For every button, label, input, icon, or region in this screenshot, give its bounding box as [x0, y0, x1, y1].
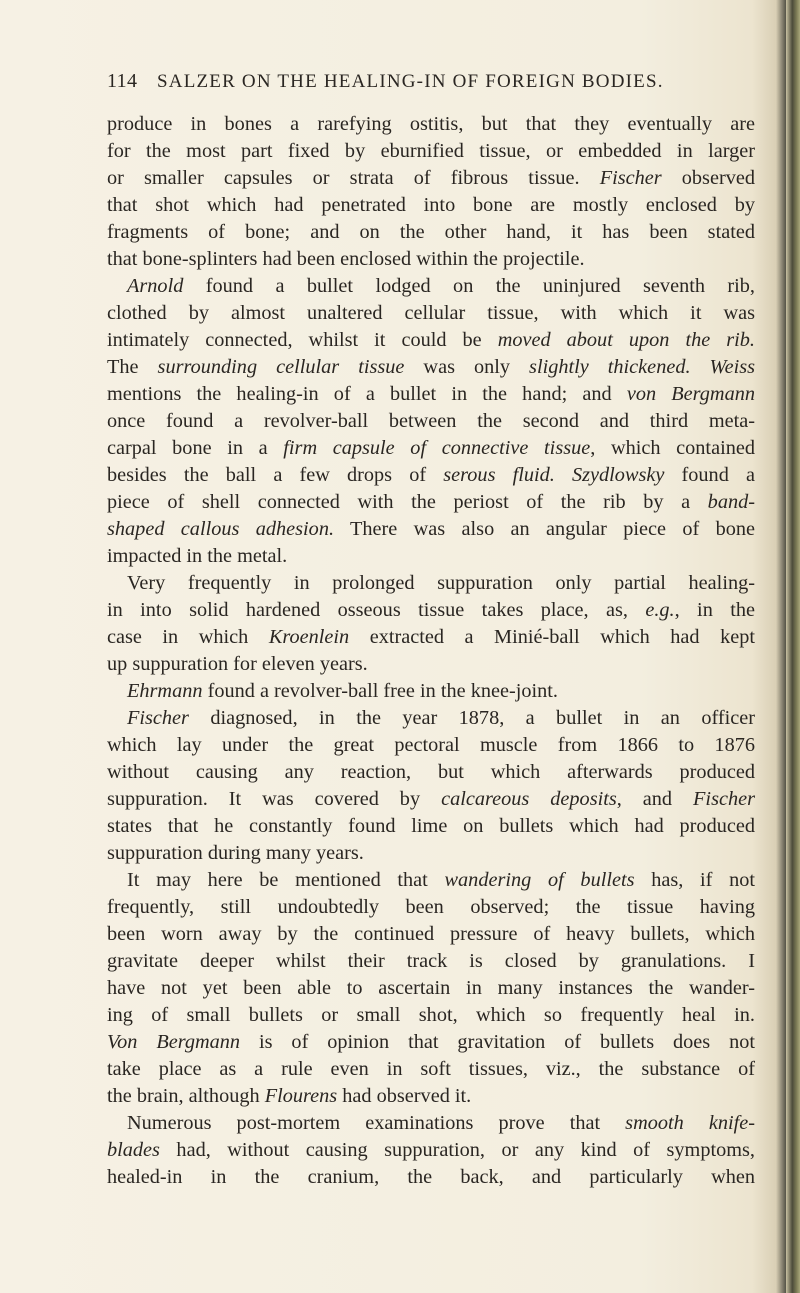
text-line [107, 1137, 755, 1164]
text-line [107, 381, 755, 408]
text-line [107, 597, 755, 624]
text-run: healed-in in the cranium, the back, and particularly when [107, 1166, 755, 1188]
text-line [107, 516, 755, 543]
text-line [107, 111, 755, 138]
text-run: mentions the healing-in of a bullet in the hand; and [107, 383, 627, 405]
text-line [107, 1083, 755, 1110]
text-run: found a bullet lodged on the uninjured seventh rib, [183, 275, 755, 297]
text-run: intimately connected, whilst it could be [107, 329, 498, 351]
text-run: frequently, still undoubtedly been observed; the tissue having [107, 896, 755, 918]
italic-text: moved about upon the rib. [497, 329, 755, 351]
text-run: produce in bones a rarefying ostitis, but that they eventually are [107, 113, 755, 135]
page-edge [786, 0, 800, 1293]
text-run: ing of small bullets or small shot, which so frequently heal in. [107, 1004, 755, 1026]
text-run: that shot which had penetrated into bone are mostly enclosed by [107, 194, 755, 216]
text-line [107, 624, 755, 651]
text-run: fragments of bone; and on the other hand, it has been stated [107, 221, 755, 243]
text-line [107, 327, 755, 354]
text-run: piece of shell connected with the periost of the rib by a [107, 491, 708, 513]
text-run: , in the [674, 599, 755, 621]
text-run: found a [664, 464, 755, 486]
text-run: suppuration. It was covered by [107, 788, 442, 810]
text-line [107, 246, 755, 273]
text-line [107, 759, 755, 786]
italic-text: surrounding cellular tissue [157, 356, 405, 378]
italic-text: Ehrmann [127, 680, 203, 702]
italic-text: Arnold [127, 275, 184, 297]
text-run: had, without causing suppuration, or any kind of symptoms, [159, 1139, 755, 1161]
text-line [107, 300, 755, 327]
text-line [107, 840, 755, 867]
text-line [107, 138, 755, 165]
text-run: gravitate deeper whilst their track is closed by granulations. I [107, 950, 755, 972]
text-line [107, 813, 755, 840]
text-line [107, 570, 755, 597]
text-run: found a revolver-ball free in the knee-joint. [202, 680, 558, 702]
text-run: diagnosed, in the year 1878, a bullet in an officer [188, 707, 755, 729]
text-line [107, 462, 755, 489]
italic-text: shaped callous adhesion. [107, 518, 335, 540]
italic-text: firm capsule of connective tissue [283, 437, 591, 459]
text-run: the brain, although [107, 1085, 265, 1107]
text-line [107, 219, 755, 246]
text-run: which lay under the great pectoral muscle from 1866 to 1876 [107, 734, 755, 756]
text-run: besides the ball a few drops of [107, 464, 444, 486]
text-run: , which contained [590, 437, 755, 459]
text-run: observed [661, 167, 755, 189]
text-line [107, 948, 755, 975]
text-run: has, if not [634, 869, 755, 891]
italic-text: smooth knife- [625, 1112, 755, 1134]
italic-text: wandering of bullets [444, 869, 635, 891]
italic-text: Flourens [264, 1085, 338, 1107]
text-run: or smaller capsules or strata of fibrous tissue. [107, 167, 600, 189]
italic-text: e.g. [645, 599, 675, 621]
text-line [107, 354, 755, 381]
text-run: extracted a Minié-ball which had kept [349, 626, 755, 648]
italic-text: Kroenlein [268, 626, 350, 648]
text-line [107, 1056, 755, 1083]
text-run: carpal bone in a [107, 437, 284, 459]
italic-text: Von Bergmann [107, 1031, 241, 1053]
page-number: 114 [107, 70, 138, 92]
text-run: clothed by almost unaltered cellular tissue, with which it was [107, 302, 755, 324]
italic-text: von Bergmann [626, 383, 755, 405]
text-run: It may here be mentioned that [127, 869, 445, 891]
text-run: is of opinion that gravitation of bullets does not [240, 1031, 755, 1053]
text-run: without causing any reaction, but which afterwards produced [107, 761, 755, 783]
text-line [107, 1029, 755, 1056]
text-line [107, 678, 755, 705]
text-line [107, 192, 755, 219]
text-line [107, 543, 755, 570]
text-line [107, 732, 755, 759]
text-run: case in which [107, 626, 269, 648]
text-run: states that he constantly found lime on bullets which had produced [107, 815, 755, 837]
italic-text: serous fluid. Szydlowsky [443, 464, 665, 486]
body-text [107, 111, 755, 1191]
text-run: , and [616, 788, 694, 810]
text-run: was only [404, 356, 530, 378]
text-run: once found a revolver-ball between the second and third meta- [107, 410, 755, 432]
text-line [107, 489, 755, 516]
text-line [107, 651, 755, 678]
text-run: take place as a rule even in soft tissues, viz., the substance of [107, 1058, 755, 1080]
italic-text: Fischer [599, 167, 662, 189]
text-line [107, 894, 755, 921]
text-run: There was also an angular piece of bone [334, 518, 755, 540]
text-run: The [107, 356, 158, 378]
italic-text: blades [107, 1139, 160, 1161]
text-line [107, 165, 755, 192]
italic-text: band- [707, 491, 755, 513]
text-line [107, 1164, 755, 1191]
text-run: in into solid hardened osseous tissue takes place, as, [107, 599, 646, 621]
italic-text: slightly thickened. Weiss [529, 356, 756, 378]
italic-text: calcareous deposits [441, 788, 617, 810]
text-line [107, 867, 755, 894]
italic-text: Fischer [693, 788, 755, 810]
text-run: been worn away by the continued pressure of heavy bullets, which [107, 923, 755, 945]
text-run: that bone-splinters had been enclosed within the projectile. [107, 248, 585, 270]
text-run: up suppuration for eleven years. [107, 653, 368, 675]
text-line [107, 1110, 755, 1137]
text-run: had observed it. [337, 1085, 472, 1107]
running-title: SALZER ON THE HEALING-IN OF FOREIGN BODIES. [157, 71, 664, 92]
text-run: suppuration during many years. [107, 842, 364, 864]
italic-text: Fischer [127, 707, 189, 729]
text-line [107, 1002, 755, 1029]
text-run: Very frequently in prolonged suppuration only partial healing- [127, 572, 755, 594]
text-run: have not yet been able to ascertain in many instances the wander- [107, 977, 755, 999]
text-line [107, 435, 755, 462]
text-run: Numerous post-mortem examinations prove that [127, 1112, 626, 1134]
text-run: for the most part fixed by eburnified tissue, or embedded in larger [107, 140, 755, 162]
running-head [107, 70, 747, 93]
text-line [107, 273, 755, 300]
text-line [107, 975, 755, 1002]
text-run: impacted in the metal. [107, 545, 288, 567]
text-line [107, 408, 755, 435]
text-line [107, 921, 755, 948]
text-line [107, 786, 755, 813]
text-line [107, 705, 755, 732]
